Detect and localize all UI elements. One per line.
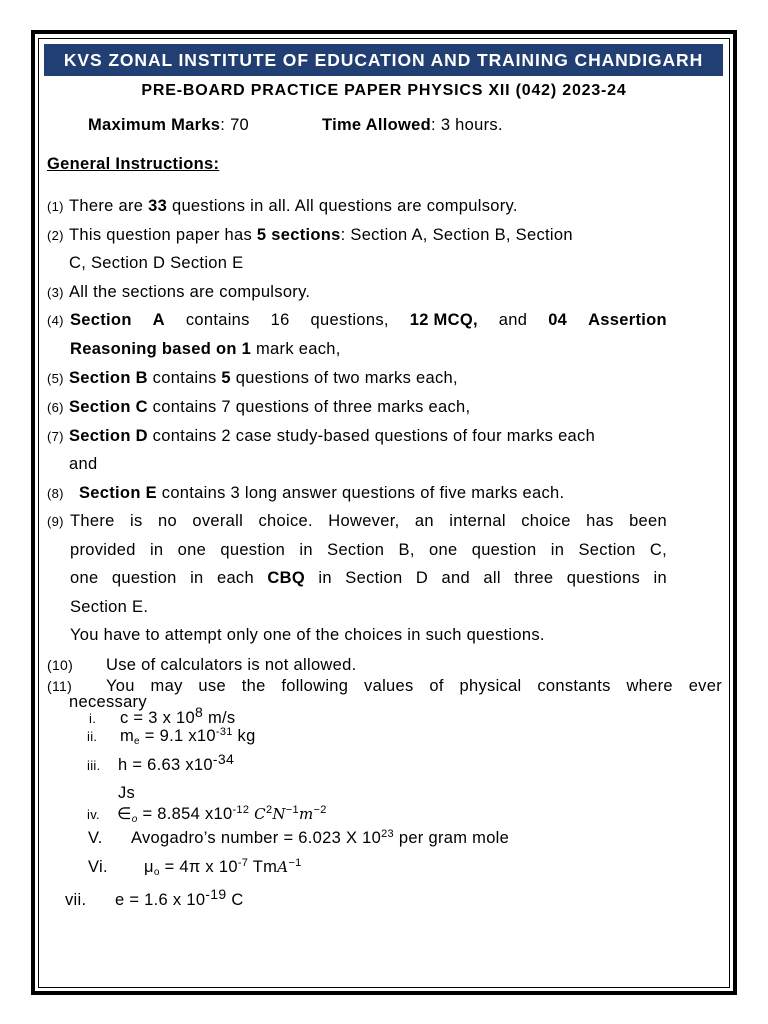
instruction-number: (4): [47, 313, 64, 328]
max-marks-label: Maximum Marks: [88, 116, 221, 134]
constant-avogadro: V. Avogadro’s number = 6.023 X $10^{23}$ per gram mole: [88, 828, 510, 847]
instruction-number: (11): [47, 678, 73, 694]
instruction-5: (5) Section B contains 5 questions of two marks each,: [47, 369, 458, 387]
instruction-9-num: [47, 512, 69, 531]
marks-line: [88, 116, 249, 135]
constant-planck-unit: Js: [118, 784, 136, 802]
max-marks-value: : 70: [220, 116, 250, 134]
constant-permeability: Vi. $\mu_o = 4\pi$ x $10^{-7}$ TmA$^{-1}$: [88, 857, 302, 878]
instruction-4: Section A contains 16 questions, 12 MCQ, and 04 Assertion: [70, 311, 667, 329]
instruction-10-text: Use of calculators is not allowed.: [106, 656, 357, 674]
instruction-7-cont: and: [69, 455, 98, 473]
institute-banner: KVS ZONAL INSTITUTE OF EDUCATION AND TRAINING CHANDIGARH: [44, 44, 723, 76]
instruction-number: (1): [47, 199, 64, 214]
instruction-9-line5: You have to attempt only one of the choices in such questions.: [70, 626, 545, 644]
instruction-8: (8) Section E contains 3 long answer questions of five marks each.: [47, 484, 565, 502]
instruction-number: (9): [47, 514, 64, 529]
instruction-number: (10): [47, 657, 74, 673]
paper-title: PRE-BOARD PRACTICE PAPER PHYSICS XII (042) 2023-24: [141, 82, 627, 99]
instruction-3: (3) All the sections are compulsory.: [47, 283, 311, 301]
instruction-9-line3: one question in each CBQ in Section D and all three questions in: [70, 569, 667, 587]
instruction-9-line1: There is no overall choice. However, an internal choice has been: [70, 512, 667, 530]
constant-electron-mass: ii. $m_e = 9.1$ $x10^{-31}$ kg: [87, 726, 256, 747]
instruction-4-num: [47, 311, 69, 330]
instruction-number: (8): [47, 486, 64, 501]
constant-electron-charge: vii. e = 1.6 x $10^{-19}$ C: [65, 886, 244, 909]
instruction-number: (3): [47, 285, 64, 300]
constant-speed-of-light: i. c = 3 x $10^8$ m/s: [89, 704, 236, 727]
instruction-11-cont: necessary: [69, 693, 147, 711]
instruction-10: [47, 656, 73, 675]
instruction-number: (7): [47, 429, 64, 444]
instruction-7: (7) Section D contains 2 case study-based questions of four marks each: [47, 427, 596, 445]
instructions-heading: General Instructions:: [47, 155, 220, 173]
time-allowed-label: Time Allowed: [322, 116, 432, 134]
instruction-6: (6) Section C contains 7 questions of three marks each,: [47, 398, 471, 416]
instruction-9-line2: provided in one question in Section B, one question in Section C,: [70, 541, 667, 559]
instruction-1: (1) There are 33 questions in all. All questions are compulsory.: [47, 197, 518, 215]
time-allowed-value: : 3 hours.: [431, 116, 503, 134]
instruction-4-cont: Reasoning based on 1 mark each,: [70, 340, 341, 358]
instruction-11-text: You may use the following values of physical constants where ever: [106, 677, 722, 695]
instruction-number: (2): [47, 228, 64, 243]
constant-permittivity: iv. $\in_o = 8.854$ $x10^{-12}$ $C^2N^{-1}m^{-2}$: [87, 804, 327, 825]
instruction-number: (6): [47, 400, 64, 415]
constant-planck: iii. h = 6.63 $x10^{-34}$: [87, 751, 235, 774]
instruction-number: (5): [47, 371, 64, 386]
instruction-2-cont: C, Section D Section E: [69, 254, 244, 272]
instruction-2: (2) This question paper has 5 sections: Section A, Section B, Section: [47, 226, 573, 244]
instruction-9-line4: Section E.: [70, 598, 149, 616]
time-line: [322, 116, 503, 135]
